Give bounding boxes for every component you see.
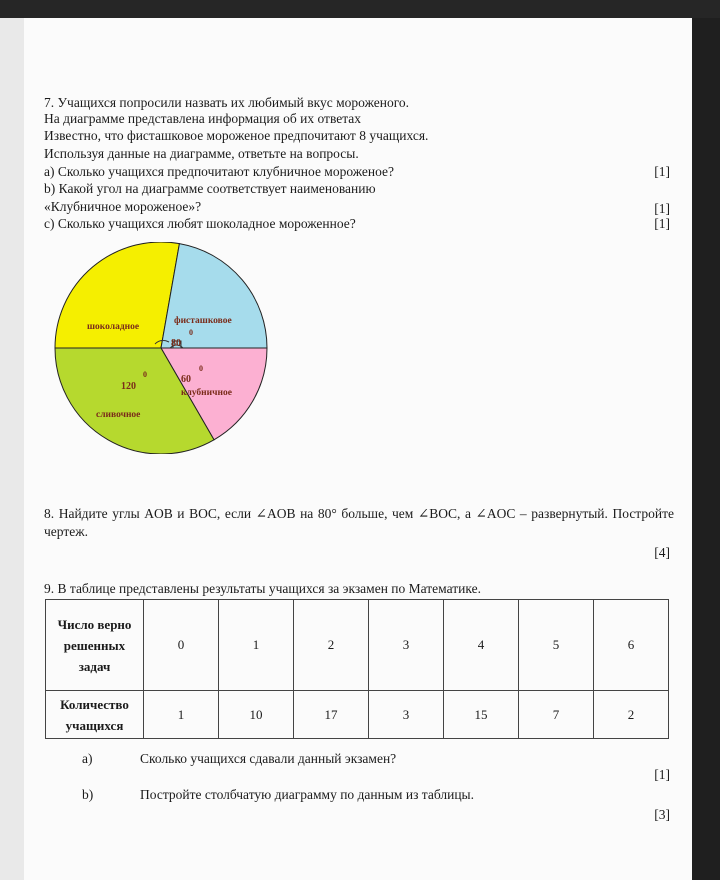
top-bar: [0, 0, 720, 18]
photo-right-edge: [692, 18, 720, 880]
solved-cell: 1: [219, 600, 294, 691]
solved-cell: 4: [444, 600, 519, 691]
students-cell: 7: [519, 691, 594, 739]
q7-line-1: 7. Учащихся попросили назвать их любимый вкус мороженого.: [44, 95, 410, 110]
students-cell: 17: [294, 691, 369, 739]
solved-cell: 0: [144, 600, 219, 691]
q7-question-b-cont: «Клубничное мороженое»?: [44, 199, 202, 214]
students-cell: 2: [594, 691, 669, 739]
q7-mark-b: [1]: [654, 201, 670, 216]
slice-pistachio: [161, 244, 267, 348]
row-header-solved: Число верно решенных задач: [46, 600, 144, 691]
solved-cell: 5: [519, 600, 594, 691]
q9-title: 9. В таблице представлены результаты учащихся за экзамен по Математике.: [44, 581, 481, 596]
degree-mark-60: 0: [199, 364, 203, 373]
photo-left-edge: [0, 18, 24, 880]
row-header-students: Количество учащихся: [46, 691, 144, 739]
q9-b-letter: b): [82, 787, 94, 802]
slice-label-chocolate: шоколадное: [87, 322, 140, 332]
pie-chart: [51, 242, 271, 459]
q8-text: 8. Найдите углы AOB и BOC, если ∠AOB на 80° больше, чем ∠BOC, а ∠AOC – развернутый. Постройте чертеж.: [44, 506, 674, 539]
table-row: [46, 691, 669, 739]
students-cell: 15: [444, 691, 519, 739]
q7-question-b: b) Какой угол на диаграмме соответствует наименованию: [44, 181, 376, 196]
q7-question-c: c) Сколько учащихся любят шоколадное мороженное?: [44, 216, 356, 231]
q7-mark-c: [1]: [654, 216, 670, 231]
worksheet-page: [24, 18, 692, 880]
angle-label-120: 120: [121, 381, 136, 392]
students-cell: 10: [219, 691, 294, 739]
slice-label-pistachio: фисташковое: [174, 316, 232, 326]
angle-label-60: 60: [181, 374, 191, 385]
solved-cell: 3: [369, 600, 444, 691]
results-table: [45, 599, 669, 739]
q9-a-mark: [1]: [654, 767, 670, 782]
solved-cell: 6: [594, 600, 669, 691]
students-cell: 3: [369, 691, 444, 739]
q7-line-4: Используя данные на диаграмме, ответьте на вопросы.: [44, 146, 359, 161]
q9-b-text: Постройте столбчатую диаграмму по данным из таблицы.: [140, 787, 474, 802]
degree-mark-80: 0: [189, 328, 193, 337]
students-cell: 1: [144, 691, 219, 739]
q7-question-a: a) Сколько учащихся предпочитают клубничное мороженое?: [44, 164, 395, 179]
q9-a-letter: a): [82, 751, 93, 766]
degree-mark-120: 0: [143, 370, 147, 379]
q9-b-mark: [3]: [654, 807, 670, 822]
q7-line-2: На диаграмме представлена информация об их ответах: [44, 111, 362, 126]
q7-line-3: Известно, что фисташковое мороженое предпочитают 8 учащихся.: [44, 128, 429, 143]
slice-chocolate: [55, 242, 179, 348]
table-row: [46, 600, 669, 691]
angle-label-80: 80: [171, 338, 181, 349]
q8-mark: [4]: [654, 545, 670, 560]
slice-label-strawberry: клубничное: [181, 388, 232, 398]
q9-a-text: Сколько учащихся сдавали данный экзамен?: [140, 751, 397, 766]
q7-mark-a: [1]: [654, 164, 670, 179]
slice-label-cream: сливочное: [96, 410, 141, 420]
solved-cell: 2: [294, 600, 369, 691]
